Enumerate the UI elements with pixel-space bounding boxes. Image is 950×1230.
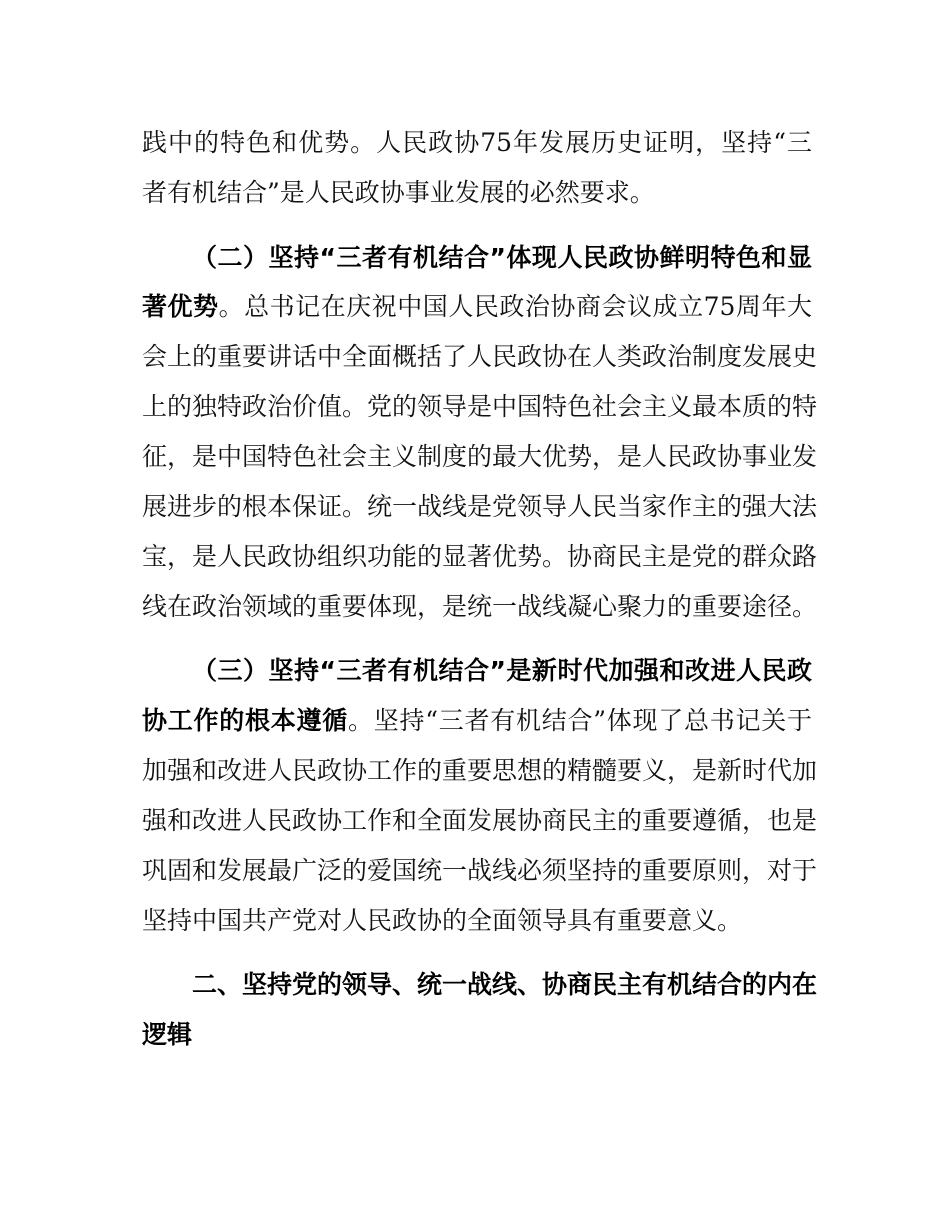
paragraph-2-line-4: 上的独特政治价值。党的领导是中国特色社会主义最本质的特 [142,392,818,421]
paragraph-3-line-3: 加强和改进人民政协工作的重要思想的精髓要义，是新时代加 [142,756,818,785]
paragraph-2-line-8: 线在政治领域的重要体现，是统一战线凝心聚力的重要途径。 [142,592,818,621]
section-heading-line-2: 逻辑 [142,1020,193,1049]
paragraph-2-line-3: 会上的重要讲话中全面概括了人民政协在人类政治制度发展史 [142,342,818,371]
paragraph-2-line-7: 宝，是人民政协组织功能的显著优势。协商民主是党的群众路 [142,542,818,571]
paragraph-2-line-5: 征，是中国特色社会主义制度的最大优势，是人民政协事业发 [142,442,818,471]
section-heading-line-1: 二、坚持党的领导、统一战线、协商民主有机结合的内在 [192,970,818,999]
paragraph-1-line-2: 者有机结合”是人民政协事业发展的必然要求。 [142,178,655,207]
paragraph-1-line-1: 践中的特色和优势。人民政协75年发展历史证明，坚持“三 [142,128,812,157]
subheading-2-line-1: （二）坚持“三者有机结合”体现人民政协鲜明特色和显 [192,243,812,272]
paragraph-3-line-5: 巩固和发展最广泛的爱国统一战线必须坚持的重要原则，对于 [142,856,818,885]
subheading-3-line-1: （三）坚持“三者有机结合”是新时代加强和改进人民政 [192,656,812,685]
paragraph-2-line-2-text: 。总书记在庆祝中国人民政治协商会议成立75周年大 [218,292,812,321]
paragraph-2-line-2 [142,292,812,322]
subheading-2-line-2: 著优势 [142,292,219,321]
paragraph-3-line-6: 坚持中国共产党对人民政协的全面领导具有重要意义。 [142,906,743,935]
paragraph-2-line-6: 展进步的根本保证。统一战线是党领导人民当家作主的强大法 [142,492,818,521]
paragraph-3-line-4: 强和改进人民政协工作和全面发展协商民主的重要遵循，也是 [142,806,818,835]
subheading-3-line-2: 协工作的根本遵循 [142,706,348,735]
paragraph-3-line-2-text: 。坚持“三者有机结合”体现了总书记关于 [347,706,812,735]
paragraph-3-line-2 [142,706,812,736]
